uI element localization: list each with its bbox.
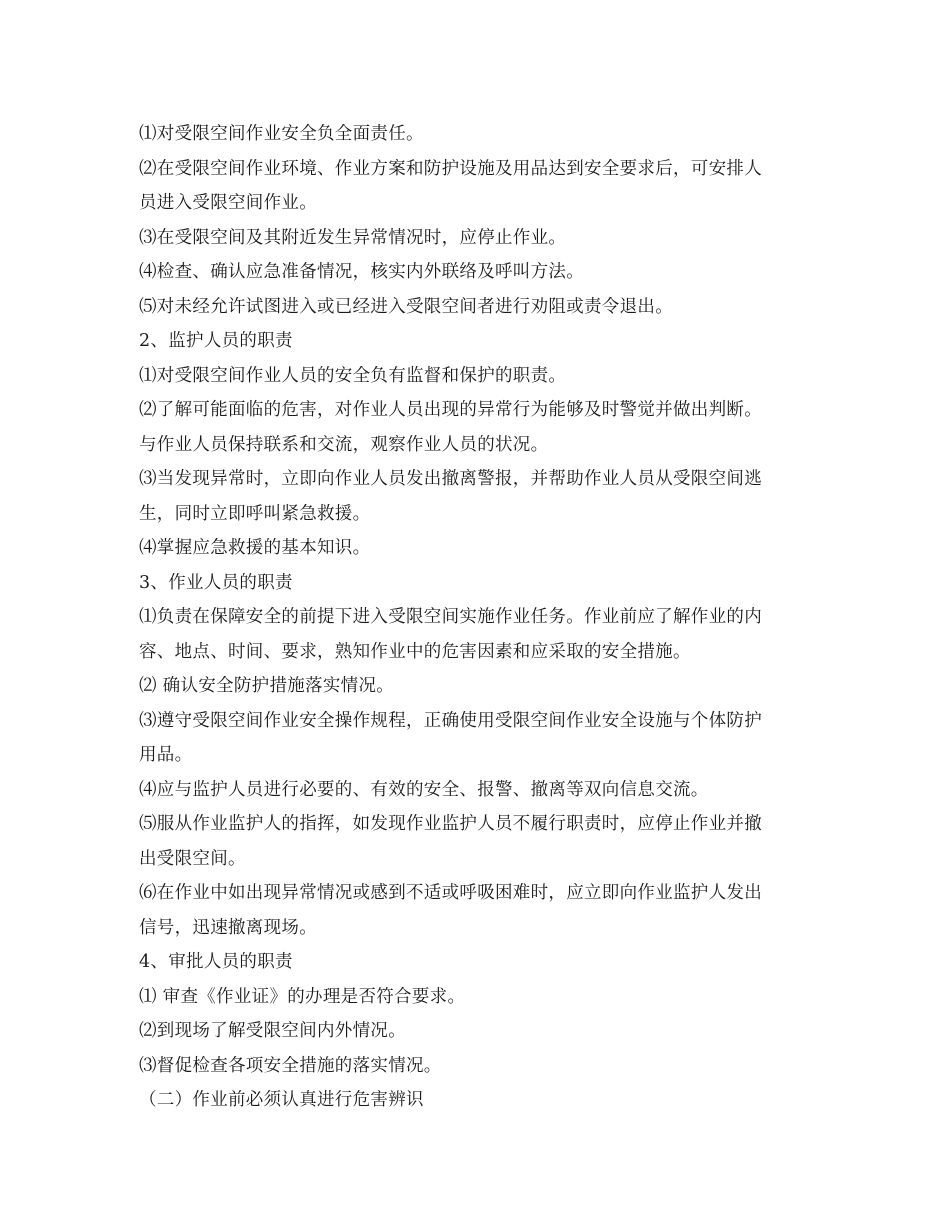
paragraph-line: 用品。	[139, 745, 193, 765]
section-heading: （二）作业前必须认真进行危害辨识	[139, 1090, 424, 1110]
paragraph-line: 容、地点、时间、要求，熟知作业中的危害因素和应采取的安全措施。	[139, 641, 691, 662]
paragraph-line: ⑸对未经允许试图进入或已经进入受限空间者进行劝阻或责令退出。	[139, 296, 673, 317]
paragraph-line: ⑶在受限空间及其附近发生异常情况时，应停止作业。	[139, 227, 567, 248]
section-heading: 3、作业人员的职责	[139, 572, 293, 593]
paragraph-line: ⑸服从作业监护人的指挥，如发现作业监护人员不履行职责时，应停止作业并撤	[139, 814, 762, 834]
paragraph-line: ⑶当发现异常时，立即向作业人员发出撤离警报，并帮助作业人员从受限空间逃	[139, 469, 762, 489]
paragraph-line: ⑴对受限空间作业人员的安全负有监督和保护的职责。	[139, 365, 567, 386]
paragraph-line: ⑶督促检查各项安全措施的落实情况。	[139, 1055, 442, 1076]
paragraph-line: ⑵ 确认安全防护措施落实情况。	[139, 676, 395, 696]
document-body	[139, 117, 811, 1118]
paragraph-line: 员进入受限空间作业。	[139, 193, 317, 213]
paragraph-line: ⑶遵守受限空间作业安全操作规程，正确使用受限空间作业安全设施与个体防护	[139, 710, 762, 731]
paragraph-line: ⑷掌握应急救援的基本知识。	[139, 538, 371, 558]
section-heading: 4、审批人员的职责	[139, 952, 293, 972]
paragraph-line: ⑷检查、确认应急准备情况，核实内外联络及呼叫方法。	[139, 262, 584, 282]
paragraph-line: ⑴负责在保障安全的前提下进入受限空间实施作业任务。作业前应了解作业的内	[139, 607, 762, 627]
paragraph-line: ⑴对受限空间作业安全负全面责任。	[139, 124, 424, 144]
paragraph-line: 生，同时立即呼叫紧急救援。	[139, 503, 371, 524]
paragraph-line: 信号，迅速撤离现场。	[139, 917, 317, 938]
paragraph-line: ⑵了解可能面临的危害，对作业人员出现的异常行为能够及时警觉并做出判断。	[139, 400, 762, 420]
paragraph-line: ⑷应与监护人员进行必要的、有效的安全、报警、撤离等双向信息交流。	[139, 779, 709, 800]
paragraph-line: ⑵在受限空间作业环境、作业方案和防护设施及用品达到安全要求后，可安排人	[139, 158, 762, 179]
paragraph-line: ⑵到现场了解受限空间内外情况。	[139, 1021, 406, 1041]
paragraph-line: 出受限空间。	[139, 848, 246, 869]
paragraph-line: ⑹在作业中如出现异常情况或感到不适或呼吸困难时，应立即向作业监护人发出	[139, 883, 762, 903]
section-heading: 2、监护人员的职责	[139, 331, 293, 351]
paragraph-line: 与作业人员保持联系和交流，观察作业人员的状况。	[139, 434, 549, 455]
paragraph-line: ⑴ 审查《作业证》的办理是否符合要求。	[139, 986, 466, 1007]
